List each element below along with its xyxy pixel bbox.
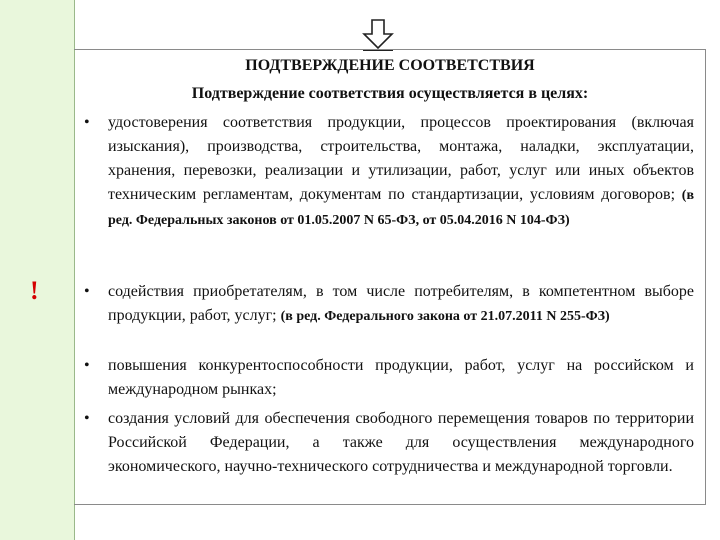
list-item xyxy=(84,111,694,233)
down-arrow-icon xyxy=(360,18,396,52)
list-item-text: повышения конкурентоспособности продукции, работ, услуг на российском и международном рынках; xyxy=(108,357,694,398)
bullet-icon: • xyxy=(84,114,90,131)
list-item xyxy=(84,354,694,402)
amendment-note: (в ред. Федерального закона от 21.07.2011 N 255-ФЗ) xyxy=(280,309,610,324)
list-item-text: содействия приобретателям, в том числе потребителям, в компетентном выборе продукции, работ, услуг; xyxy=(108,283,694,324)
left-margin-strip xyxy=(0,0,75,540)
list-item-text: удостоверения соответствия продукции, процессов проектирования (включая изыскания), производства, строительства, монтажа, наладки, эксплуатации, хранения, перевозки, реализации и утилизации, работ, услуг или иных объектов техническим регламентам, документам по стандартизации, условиям договоров; xyxy=(108,114,694,203)
page-title: ПОДТВЕРЖДЕНИЕ СООТВЕТСТВИЯ xyxy=(245,57,535,74)
list-item-text: создания условий для обеспечения свободного перемещения товаров по территории Российской Федерации, а также для осуществления международного экономического, научно-технического сотрудничества и международной торговли. xyxy=(108,410,694,475)
bullet-icon: • xyxy=(84,410,90,427)
exclamation-marker: ! xyxy=(30,276,39,305)
amendment-note: (в ред. Федеральных законов от 01.05.2007 N 65-ФЗ, от 05.04.2016 N 104-ФЗ) xyxy=(108,188,695,228)
page-subtitle: Подтверждение соответствия осуществляется в целях: xyxy=(191,85,589,102)
bullet-icon: • xyxy=(84,283,90,300)
bullet-icon: • xyxy=(84,357,90,374)
list-item xyxy=(84,407,694,479)
list-item xyxy=(84,280,694,329)
